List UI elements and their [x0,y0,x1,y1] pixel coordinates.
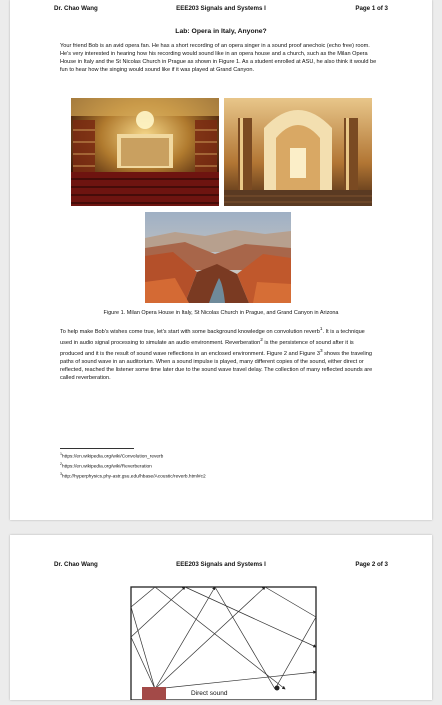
footnote-3-link[interactable]: http://hyperphysics.phy-astr.gsu.edu/hbase/Acoustic/reverb.html#c2 [62,474,206,480]
background-paragraph [60,325,378,382]
listener [275,686,280,691]
body-sentence-1: To help make Bob's wishes come true, let's start with some background knowledge on convolution reverb [60,328,320,335]
footnote-1-link[interactable]: https://en.wikipedia.org/wiki/Convolution_reverb [62,454,164,460]
header-page-number: Page 2 of 3 [355,561,388,568]
footnote-1[interactable]: $^1$https://en.wikipedia.org/wiki/Convolution_reverb [60,452,164,460]
reflection-paths [131,587,316,689]
document-page-1 [10,0,432,520]
header-course: EEE203 Signals and Systems I [176,5,266,12]
document-page-2 [10,535,432,700]
document-title: Lab: Opera in Italy, Anyone? [175,28,267,35]
page-header [54,5,388,17]
intro-paragraph: Your friend Bob is an avid opera fan. He has a short recording of an opera singer in a sound proof anechoic (echo free) room. He's very interested in hearing how his recording would sound like in an opera house and a church, such as the Milan Opera House in Italy and the St Nicolas Church in Prague as shown in Figure 1. As a student enrolled at ASU, he also think it would be fun to hear how the singing would sound like if it was played at Grand Canyon. [60,43,377,74]
body-sentence-3: is the persistence of sound after it is produced and it is the result of sound wave reflections in an enclosed environment. Figure 2 and Figure 3 [60,339,354,357]
footnote-3[interactable]: $^3$http://hyperphysics.phy-astr.gsu.edu/hbase/Acoustic/reverb.html#c2 [60,471,206,480]
body-sentence-2: . It is a technique used in audio signal processing to simulate an audio environment. Reverberation [60,328,365,346]
footnote-ref-3[interactable]: 3 [319,347,323,353]
grand-canyon-image [145,212,291,303]
page-header [54,561,388,573]
footnote-2[interactable]: $^2$https://en.wikipedia.org/wiki/Reverberation [60,461,152,470]
sound-source [142,687,166,700]
footnote-ref-1[interactable]: 1 [319,326,323,331]
header-page-number: Page 1 of 3 [355,5,388,12]
st-nicolas-church-image [224,98,372,206]
footnotes [60,451,382,480]
body-sentence-4: shows the traveling paths of sound wave in an auditorium. When a sound impulse is played, many different copies of the sound, either direct or reflected, reached the listener some time later due to the sound wave travel delay. The collection of many reflected sounds are called reverberation. [60,350,373,382]
milan-opera-house-image [71,98,219,206]
header-author: Dr. Chao Wang [54,5,98,12]
figure-1-caption: Figure 1. Milan Opera House in Italy, St Nicolas Church in Prague, and Grand Canyon in Arizona [103,310,339,316]
direct-sound-label: Direct sound [191,690,228,697]
header-course: EEE203 Signals and Systems I [176,561,266,568]
footnote-divider [60,448,134,449]
footnote-ref-2[interactable]: 2 [260,336,263,342]
footnote-2-link[interactable]: https://en.wikipedia.org/wiki/Reverberation [62,464,152,470]
reverberation-diagram [125,577,320,700]
header-author: Dr. Chao Wang [54,561,98,568]
